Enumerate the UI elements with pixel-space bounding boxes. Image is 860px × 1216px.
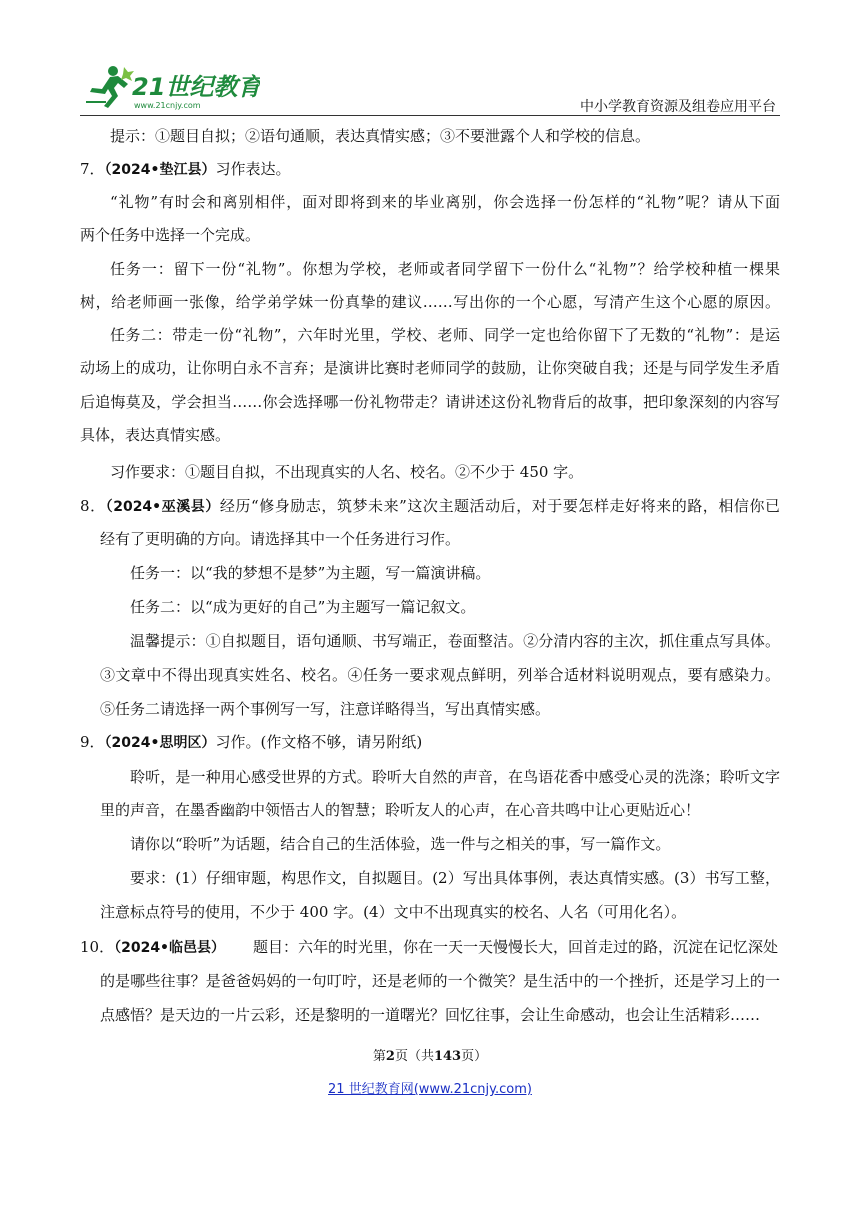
paragraph-line: 任务二：带走一份“礼物”，六年时光里，学校、老师、同学一定也给你留下了无数的“礼物”：是运 xyxy=(110,326,780,344)
question-text: 习作。(作文格不够，请另附纸) xyxy=(215,733,423,751)
question-source: （2024•巫溪县） xyxy=(105,499,220,515)
platform-title: 中小学教育资源及组卷应用平台 xyxy=(580,99,776,115)
hint-line: 温馨提示：①自拟题目，语句通顺、书写端正，卷面整洁。②分清内容的主次，抓住重点写具体。 xyxy=(130,632,780,650)
question-number: 9． xyxy=(80,733,105,751)
svg-text:www.21cnjy.com: www.21cnjy.com xyxy=(134,101,201,110)
question-7-header xyxy=(80,157,290,181)
hint-line: 提示：①题目自拟；②语句通顺，表达真情实感；③不要泄露个人和学校的信息。 xyxy=(110,127,651,145)
question-source: （2024•思明区） xyxy=(104,735,216,751)
question-title: 习作表达。 xyxy=(215,160,291,178)
paragraph-line: 的是哪些往事？是爸爸妈妈的一句叮咛，还是老师的一个微笑？是生活中的一个挫折，还是学习上的一 xyxy=(100,972,780,990)
paragraph-line: 点感悟？是天边的一片云彩，还是黎明的一道曙光？回忆往事，会让生命感动，也会让生活精彩…… xyxy=(100,1006,761,1024)
hint-line: ⑤任务二请选择一两个事例写一写，注意详略得当，写出真情实感。 xyxy=(100,700,551,718)
paragraph-line: 动场上的成功，让你明白永不言弃；是演讲比赛时老师同学的鼓励，让你突破自我；还是与同学发生矛盾 xyxy=(80,359,780,377)
task-line: 任务一：以“我的梦想不是梦”为主题，写一篇演讲稿。 xyxy=(130,564,491,582)
total-pages: 143 xyxy=(433,1049,462,1064)
paragraph-line: 里的声音，在墨香幽韵中领悟古人的智慧；聆听友人的心声，在心音共鸣中让心更贴近心！ xyxy=(100,801,701,819)
paragraph-line: 经有了更明确的方向。请选择其中一个任务进行习作。 xyxy=(100,530,461,548)
paragraph-line: 树，给老师画一张像，给学弟学妹一份真挚的建议……写出你的一个心愿，写清产生这个心愿的原因。 xyxy=(80,293,780,311)
site-link[interactable]: 21 世纪教育网(www.21cnjy.com) xyxy=(328,1082,532,1097)
question-number: 7． xyxy=(80,160,105,178)
question-text: 题目：六年的时光里，你在一天一天慢慢长大，回首走过的路，沉淀在记忆深处 xyxy=(253,938,779,956)
requirement-line: 要求：(1）仔细审题，构思作文，自拟题目。(2）写出具体事例，表达真情实感。(3）书写工整， xyxy=(130,869,780,887)
paragraph-line: 两个任务中选择一个完成。 xyxy=(80,226,261,244)
svg-text:21世纪教育: 21世纪教育 xyxy=(132,73,260,101)
paragraph-line: “礼物”有时会和离别相伴，面对即将到来的毕业离别，你会选择一份怎样的“礼物”呢？请从下面 xyxy=(110,193,780,211)
paragraph-line: 聆听，是一种用心感受世界的方式。聆听大自然的声音，在鸟语花香中感受心灵的洗涤；聆听文字 xyxy=(130,768,780,786)
footer xyxy=(0,1078,860,1097)
question-text: 经历“修身励志，筑梦未来”这次主题活动后，对于要怎样走好将来的路，相信你已 xyxy=(219,497,781,515)
question-10-header xyxy=(80,935,778,959)
requirement-line: 注意标点符号的使用，不少于 400 字。(4）文中不出现真实的校名、人名（可用化名）。 xyxy=(100,903,687,921)
paragraph-line: 任务一：留下一份“礼物”。你想为学校，老师或者同学留下一份什么“礼物”？给学校种植一棵果 xyxy=(110,260,780,278)
question-source: （2024•垫江县） xyxy=(104,162,216,178)
page-header xyxy=(80,62,780,114)
question-number: 8． xyxy=(80,497,106,515)
page-number: 第2页（共143页） xyxy=(372,1049,488,1064)
question-number: 10． xyxy=(80,938,115,956)
site-logo[interactable] xyxy=(80,62,260,112)
paragraph-line: 请你以“聆听”为话题，结合自己的生活体验，选一件与之相关的事，写一篇作文。 xyxy=(130,835,671,853)
task-line: 任务二：以“成为更好的自己”为主题写一篇记叙文。 xyxy=(130,598,476,616)
hint-line: ③文章中不得出现真实姓名、校名。④任务一要求观点鲜明，列举合适材料说明观点，要有感染力。 xyxy=(100,666,780,684)
header-divider xyxy=(80,115,780,116)
paragraph-line: 具体，表达真情实感。 xyxy=(80,426,231,444)
question-9-header xyxy=(80,730,422,754)
question-8-header xyxy=(80,494,780,518)
requirement-line: 习作要求：①题目自拟，不出现真实的人名、校名。②不少于 450 字。 xyxy=(110,463,584,481)
current-page: 2 xyxy=(385,1049,395,1064)
paragraph-line: 后追悔莫及，学会担当……你会选择哪一份礼物带走？请讲述这份礼物背后的故事，把印象深刻的内容写 xyxy=(80,393,780,411)
question-source: （2024•临邑县） xyxy=(114,940,226,956)
runner-logo-icon xyxy=(80,62,260,112)
